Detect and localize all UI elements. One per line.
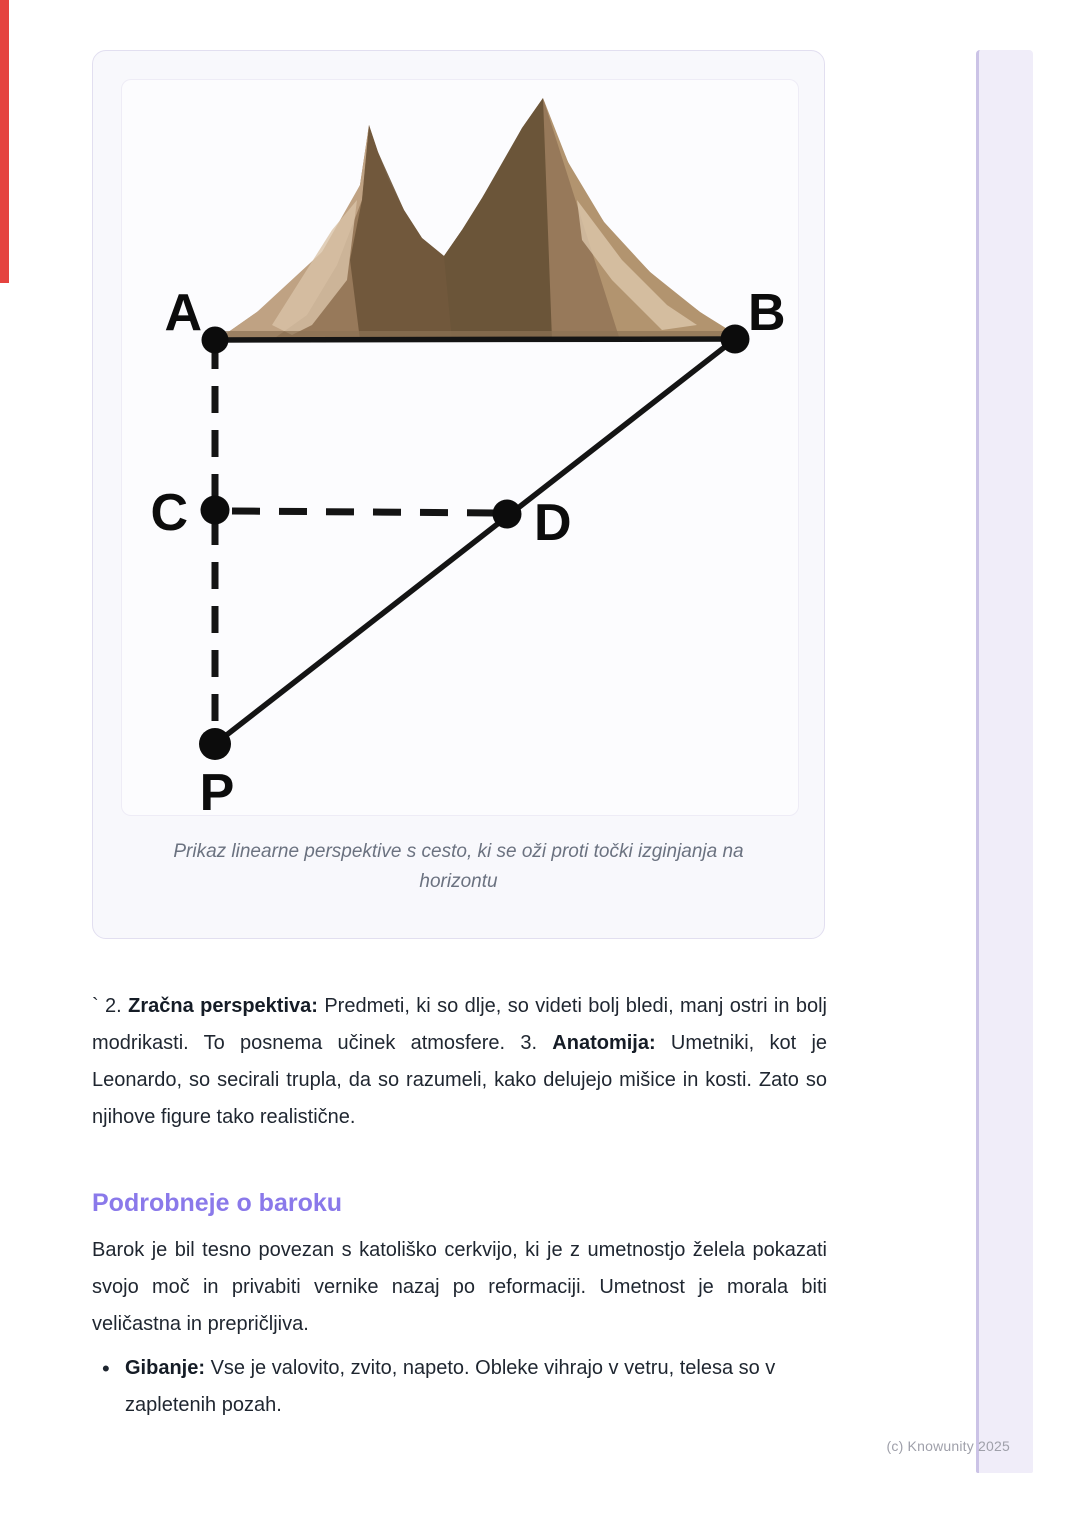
label-D: D <box>534 494 572 552</box>
bullet-icon: • <box>102 1356 110 1381</box>
scroll-position-indicator <box>0 0 9 283</box>
diagram-lines <box>215 339 735 744</box>
paragraph-baroque-intro: Barok je bil tesno povezan s katoliško cerkvijo, ki je z umetnostjo želela pokazati svojo moč in privabiti vernike nazaj po reformaciji. Umetnost je morala biti veličastna in prepričljiva. <box>92 1239 827 1335</box>
para1-term-anatomija: Anatomija: <box>552 1032 656 1054</box>
label-P: P <box>199 764 235 816</box>
mountain-graphic <box>217 98 745 340</box>
para1-body-1: Predmeti, ki so dlje, so videti bolj bledi, manj ostri in bolj modrikasti. To posnema učinek atmosfere. 3. <box>92 995 827 1054</box>
label-B: B <box>748 284 786 342</box>
bullet-text <box>125 1350 827 1424</box>
copyright-notice: (c) Knowunity 2025 <box>886 1438 1010 1454</box>
section-heading-baroque: Podrobneje o baroku <box>92 1188 343 1217</box>
bullet-item-gibanje <box>92 1350 827 1424</box>
para1-body-2: Umetniki, kot je Leonardo, so secirali trupla, da so razumeli, kako delujejo mišice in kosti. Zato so njihove figure tako realistične. <box>92 1032 828 1128</box>
figure-card <box>92 50 825 939</box>
para1-prefix: ` 2. <box>92 995 129 1017</box>
label-C: C <box>150 484 188 542</box>
label-A: A <box>164 284 202 342</box>
bullet-body: Vse je valovito, zvito, napeto. Obleke vihrajo v vetru, telesa so v zapletenih pozah. <box>125 1357 776 1416</box>
bullet-term-gibanje: Gibanje: <box>125 1357 206 1379</box>
figure-image <box>121 79 799 816</box>
scrollbar-track[interactable] <box>976 50 1033 1473</box>
figure-caption-text: Prikaz linearne perspektive s cesto, ki se oži proti točki izginjanja na horizontu <box>173 841 744 892</box>
paragraph-renaissance-techniques <box>92 988 827 1136</box>
figure-caption <box>93 837 824 897</box>
perspective-diagram <box>122 80 799 816</box>
para1-term-zracna-perspektiva: Zračna perspektiva: <box>128 995 318 1017</box>
